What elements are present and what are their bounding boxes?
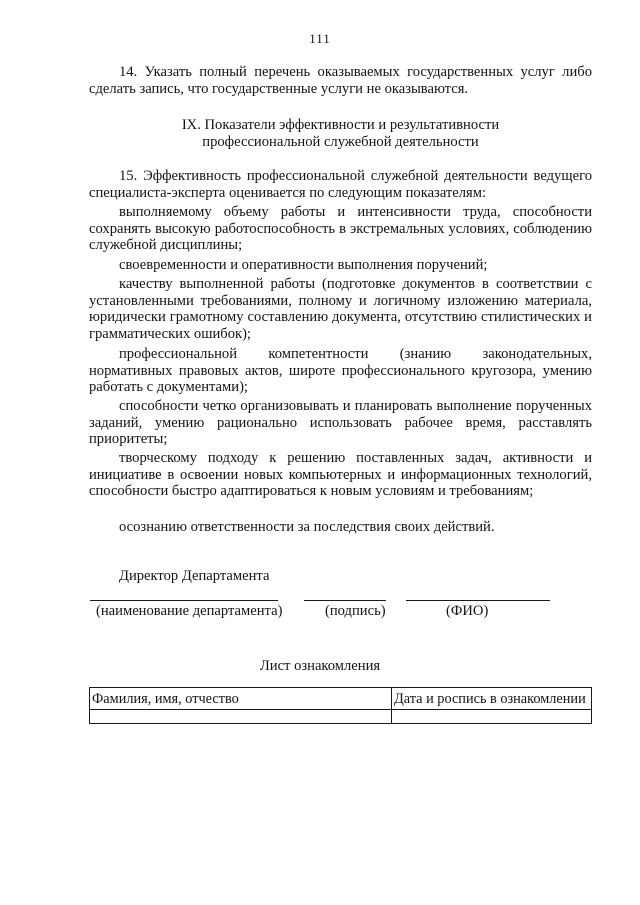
- acknowledgement-table: [89, 687, 592, 724]
- acknowledgement-title: Лист ознакомления: [259, 658, 381, 674]
- indicator-item: способности четко организовывать и планировать выполнение порученных заданий, умению рационально использовать рабочее время, расставлять приоритеты;: [89, 398, 592, 447]
- name-signature-line: [406, 600, 550, 601]
- name-caption: (ФИО): [446, 603, 489, 619]
- table-cell-empty: [392, 710, 592, 724]
- department-caption: (наименование департамента): [96, 603, 283, 619]
- table-cell-empty: [90, 710, 392, 724]
- column-header-name: Фамилия, имя, отчество: [90, 688, 392, 710]
- item-15-intro: 15. Эффективность профессиональной служебной деятельности ведущего специалиста-эксперта оценивается по следующим показателям:: [89, 168, 592, 201]
- item-14-paragraph: 14. Указать полный перечень оказываемых государственных услуг либо сделать запись, что государственные услуги не оказываются.: [89, 64, 592, 97]
- page-number: 111: [309, 31, 331, 46]
- section-heading-line-2: профессиональной служебной деятельности: [202, 134, 479, 150]
- column-header-date-signature: Дата и роспись в ознакомлении: [392, 688, 592, 710]
- signature-line: [304, 600, 386, 601]
- table-row: [90, 710, 592, 724]
- section-heading-line-1: IX. Показатели эффективности и результативности: [181, 117, 500, 133]
- section-heading: [89, 117, 592, 151]
- indicator-item: творческому подходу к решению поставленных задач, активности и инициативе в освоении новых компьютерных и информационных технологий, способности быстро адаптироваться к новым условиям и требованиям;: [89, 450, 592, 499]
- department-signature-line: [90, 600, 278, 601]
- signature-caption: (подпись): [325, 603, 386, 619]
- indicator-item: своевременности и оперативности выполнения поручений;: [119, 257, 488, 273]
- indicator-item: осознанию ответственности за последствия своих действий.: [119, 519, 495, 535]
- indicator-item: качеству выполненной работы (подготовке документов в соответствии с установленными требованиями, полному и логичному изложению материала, юридически грамотному составлению документа, отсутствию стилистических и грамматических ошибок);: [89, 276, 592, 342]
- indicator-item: выполняемому объему работы и интенсивности труда, способности сохранять высокую работоспособность в экстремальных условиях, соблюдению служебной дисциплины;: [89, 204, 592, 253]
- director-title: Директор Департамента: [119, 568, 270, 584]
- indicator-item: профессиональной компетентности (знанию законодательных, нормативных правовых актов, широте профессионального кругозора, умению работать с документами);: [89, 346, 592, 395]
- table-header-row: [90, 688, 592, 710]
